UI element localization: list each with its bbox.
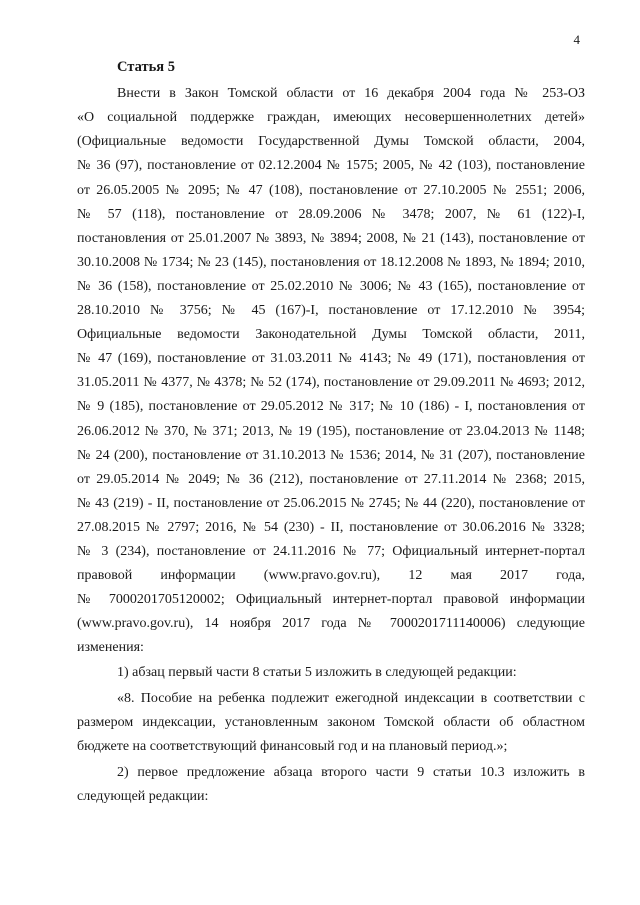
paragraph-line: № 57 (118), постановление от 28.09.2006 № 3478; 2007, № 61 (122)-I,	[77, 207, 585, 222]
paragraph-line: № 36 (158), постановление от 25.02.2010 № 3006; № 43 (165), постановление от	[77, 279, 585, 294]
item-line: 2) первое предложение абзаца второго части 9 статьи 10.3 изложить в	[117, 765, 585, 780]
quote-line: «8. Пособие на ребенка подлежит ежегодной индексации в соответствии с	[117, 691, 585, 706]
paragraph-line: (www.pravo.gov.ru), 14 ноября 2017 года № 7000201711140006) следующие	[77, 616, 585, 631]
paragraph-line: Официальные ведомости Законодательной Думы Томской области, 2011,	[77, 327, 585, 342]
paragraph-line: правовой информации (www.pravo.gov.ru), 12 мая 2017 года,	[77, 568, 585, 583]
paragraph-line: 31.05.2011 № 4377, № 4378; № 52 (174), постановление от 29.09.2011 № 4693; 2012,	[77, 375, 585, 390]
paragraph-line: № 24 (200), постановление от 31.10.2013 № 1536; 2014, № 31 (207), постановление	[77, 448, 585, 463]
paragraph-line: № 43 (219) - II, постановление от 25.06.2015 № 2745; № 44 (220), постановление от	[77, 496, 585, 511]
paragraph-line: 28.10.2010 № 3756; № 45 (167)-I, постановление от 17.12.2010 № 3954;	[77, 303, 585, 318]
paragraph-line: № 36 (97), постановление от 02.12.2004 № 1575; 2005, № 42 (103), постановление	[77, 158, 585, 173]
paragraph-line: от 26.05.2005 № 2095; № 47 (108), постановление от 27.10.2005 № 2551; 2006,	[77, 183, 585, 198]
paragraph-line: № 9 (185), постановление от 29.05.2012 № 317; № 10 (186) - I, постановления от	[77, 399, 585, 414]
article-title: Статья 5	[117, 59, 175, 75]
paragraph-line: Внести в Закон Томской области от 16 декабря 2004 года № 253-ОЗ	[117, 86, 585, 101]
page-number: 4	[573, 32, 580, 47]
paragraph-line: 26.06.2012 № 370, № 371; 2013, № 19 (195), постановление от 23.04.2013 № 1148;	[77, 424, 585, 439]
item-line: следующей редакции:	[77, 789, 209, 804]
quote-line: бюджете на соответствующий финансовый год и на плановый период.»;	[77, 739, 508, 754]
paragraph-line: 27.08.2015 № 2797; 2016, № 54 (230) - II, постановление от 30.06.2016 № 3328;	[77, 520, 585, 535]
paragraph-line: № 47 (169), постановление от 31.03.2011 № 4143; № 49 (171), постановления от	[77, 351, 585, 366]
paragraph-line: «О социальной поддержке граждан, имеющих несовершеннолетних детей»	[77, 110, 585, 125]
paragraph-line: постановления от 25.01.2007 № 3893, № 3894; 2008, № 21 (143), постановление от	[77, 231, 585, 246]
paragraph-line: изменения:	[77, 640, 144, 655]
quote-line: размером индексации, установленным законом Томской области об областном	[77, 715, 585, 730]
paragraph-line: № 7000201705120002; Официальный интернет-портал правовой информации	[77, 592, 585, 607]
paragraph-line: от 29.05.2014 № 2049; № 36 (212), постановление от 27.11.2014 № 2368; 2015,	[77, 472, 585, 487]
paragraph-line: (Официальные ведомости Государственной Думы Томской области, 2004,	[77, 134, 585, 149]
paragraph-line: № 3 (234), постановление от 24.11.2016 № 77; Официальный интернет-портал	[77, 544, 585, 559]
amendment-item-1: 1) абзац первый части 8 статьи 5 изложить в следующей редакции:	[117, 665, 517, 680]
paragraph-line: 30.10.2008 № 1734; № 23 (145), постановления от 18.12.2008 № 1893, № 1894; 2010,	[77, 255, 585, 270]
